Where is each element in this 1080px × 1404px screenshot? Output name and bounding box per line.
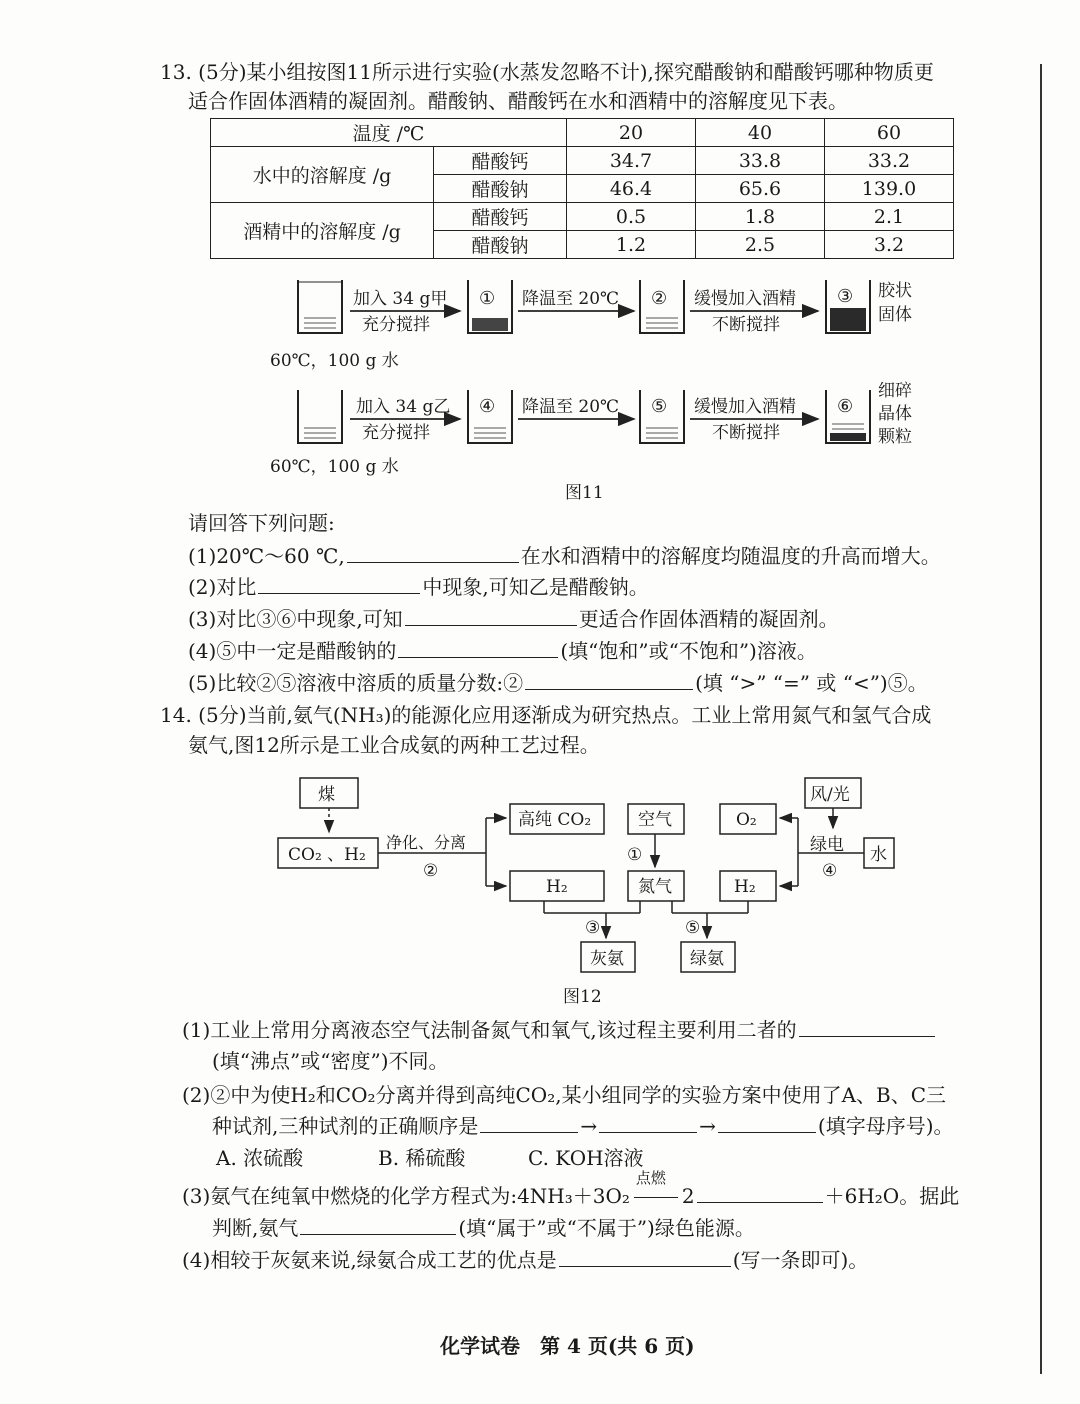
result-gel-1: 胶状 <box>878 281 912 301</box>
page-footer: 化学试卷 第 4 页(共 6 页) <box>440 1334 695 1358</box>
q13-heading: 13. (5分)某小组按图11所示进行实验(水蒸发忽略不计),探究醋酸钠和醋酸钙哪种物质更 <box>160 60 934 84</box>
label-stir-2: 充分搅拌 <box>362 423 430 443</box>
table-cell: 3.2 <box>825 231 954 259</box>
label-keep-stir-1: 不断搅拌 <box>712 315 780 335</box>
label-cool-1: 降温至 20℃ <box>522 289 620 309</box>
q14-sub1-a: (1)工业上常用分离液态空气法制备氮气和氧气,该过程主要利用二者的 <box>182 1018 797 1042</box>
q13-sub2-b: 中现象,可知乙是醋酸钠。 <box>422 575 649 599</box>
q14-sub2-b: 种试剂,三种试剂的正确顺序是 <box>212 1114 479 1138</box>
beaker-5 <box>640 390 684 443</box>
answer-blank[interactable] <box>347 542 519 563</box>
label-water: 水 <box>870 845 887 865</box>
start-condition-2: 60℃，100 g 水 <box>270 457 399 477</box>
q14-sub3-line2 <box>212 1214 755 1242</box>
beaker-start-1 <box>298 280 342 333</box>
q13-sub2 <box>188 573 649 601</box>
q13-intro: 请回答下列问题: <box>188 511 335 535</box>
q13-sub4 <box>188 637 817 665</box>
result-crystal-3: 颗粒 <box>878 427 912 447</box>
q13-sub2-a: (2)对比 <box>188 575 257 599</box>
beaker-6 <box>826 390 870 443</box>
option-a: A. 浓硫酸 <box>216 1146 304 1170</box>
answer-blank[interactable] <box>525 669 693 690</box>
q13-sub5-a: (5)比较②⑤溶液中溶质的质量分数:② <box>188 671 524 695</box>
table-cell: 46.4 <box>567 175 696 203</box>
table-cell: 2.1 <box>825 203 954 231</box>
q14-sub3-d: 判断,氨气 <box>212 1216 299 1240</box>
step-4: ④ <box>822 861 838 881</box>
q13-heading-line2: 适合作固体酒精的凝固剂。醋酸钠、醋酸钙在水和酒精中的溶解度见下表。 <box>188 89 848 113</box>
table-cell: 33.2 <box>825 147 954 175</box>
label-keep-stir-2: 不断搅拌 <box>712 423 780 443</box>
q13-sub3-b: 更适合作固体酒精的凝固剂。 <box>578 607 839 631</box>
q14-sub3-c: ＋6H₂O。据此 <box>824 1184 960 1208</box>
q13-sub4-b: (填“饱和”或“不饱和”)溶液。 <box>560 639 817 663</box>
table-cell: 34.7 <box>567 147 696 175</box>
beaker-4 <box>468 390 512 443</box>
label-green-ammonia: 绿氨 <box>690 949 724 969</box>
q14-sub2-line2 <box>212 1112 954 1140</box>
step-3: ③ <box>585 918 601 938</box>
table-cell: 60 <box>825 119 954 147</box>
table-cell: 醋酸钠 <box>434 231 567 259</box>
table-cell: 酒精中的溶解度 /g <box>211 203 434 259</box>
table-cell: 醋酸钠 <box>434 175 567 203</box>
label-co2: 高纯 CO₂ <box>518 810 592 830</box>
label-cool-2: 降温至 20℃ <box>522 397 620 417</box>
answer-blank[interactable] <box>697 1182 823 1203</box>
answer-blank[interactable] <box>398 637 558 658</box>
table-cell: 水中的溶解度 /g <box>211 147 434 203</box>
q14-sub2-c: (填字母序号)。 <box>817 1114 954 1138</box>
table-cell: 醋酸钙 <box>434 147 567 175</box>
figure-12 <box>0 770 1080 1010</box>
q14-sub1 <box>182 1016 937 1044</box>
label-green-power: 绿电 <box>810 835 844 855</box>
q14-sub4 <box>182 1246 868 1274</box>
q14-sub3-b: 2 <box>681 1184 695 1208</box>
q14-sub4-b: (写一条即可)。 <box>732 1248 869 1272</box>
q14-heading: 14. (5分)当前,氨气(NH₃)的能源化应用逐渐成为研究热点。工业上常用氮气和氢气合成 <box>160 703 932 727</box>
option-c: C. KOH溶液 <box>528 1146 644 1170</box>
table-cell: 1.2 <box>567 231 696 259</box>
figure-11 <box>0 0 1080 520</box>
answer-blank[interactable] <box>799 1016 935 1037</box>
table-cell: 40 <box>696 119 825 147</box>
arrow-2: → <box>699 1114 716 1138</box>
table-cell: 0.5 <box>567 203 696 231</box>
beaker-num-5: ⑤ <box>651 396 668 417</box>
figure-12-caption: 图12 <box>563 987 602 1007</box>
step-1: ① <box>627 845 643 865</box>
table-cell: 温度 /℃ <box>211 119 567 147</box>
answer-blank[interactable] <box>300 1214 456 1235</box>
label-h2-left: H₂ <box>546 877 568 897</box>
figure-11-caption: 图11 <box>565 483 604 503</box>
answer-blank[interactable] <box>480 1112 578 1133</box>
table-cell: 2.5 <box>696 231 825 259</box>
step-5: ⑤ <box>685 918 701 938</box>
start-condition-1: 60℃，100 g 水 <box>270 351 399 371</box>
equals-bar-top <box>634 1197 678 1198</box>
q14-sub4-a: (4)相较于灰氨来说,绿氨合成工艺的优点是 <box>182 1248 557 1272</box>
answer-blank[interactable] <box>599 1112 697 1133</box>
beaker-start-2 <box>298 390 342 443</box>
label-wind-light: 风/光 <box>810 785 850 805</box>
q13-sub4-a: (4)⑤中一定是醋酸钠的 <box>188 639 397 663</box>
q13-sub5-b: (填 “>” “=” 或 “<”)⑤。 <box>695 671 928 695</box>
label-air: 空气 <box>638 810 672 830</box>
label-add-yi: 加入 34 g乙 <box>356 397 451 417</box>
label-o2: O₂ <box>736 810 757 830</box>
q14-sub2: (2)②中为使H₂和CO₂分离并得到高纯CO₂,某小组同学的实验方案中使用了A、B、C三 <box>182 1083 947 1107</box>
table-cell: 醋酸钙 <box>434 203 567 231</box>
label-coal: 煤 <box>318 785 335 805</box>
beaker-num-3: ③ <box>837 286 854 307</box>
label-co2-h2: CO₂ 、H₂ <box>288 845 366 865</box>
label-add-jia: 加入 34 g甲 <box>353 289 448 309</box>
q13-sub1-b: 在水和酒精中的溶解度均随温度的升高而增大。 <box>520 544 941 568</box>
label-purify: 净化、分离 <box>386 833 467 852</box>
beaker-3 <box>826 280 870 333</box>
q14-sub3-a: (3)氨气在纯氧中燃烧的化学方程式为:4NH₃＋3O₂ <box>182 1184 630 1208</box>
step-2: ② <box>423 861 439 881</box>
label-nitrogen: 氮气 <box>638 877 672 897</box>
q13-sub3 <box>188 605 839 633</box>
q13-sub3-a: (3)对比③⑥中现象,可知 <box>188 607 403 631</box>
table-cell: 1.8 <box>696 203 825 231</box>
q14-sub1-b: (填“沸点”或“密度”)不同。 <box>212 1049 449 1073</box>
q13-sub1 <box>188 542 941 570</box>
label-slow-add-1: 缓慢加入酒精 <box>694 289 796 309</box>
option-b: B. 稀硫酸 <box>378 1146 466 1170</box>
table-cell: 20 <box>567 119 696 147</box>
beaker-num-1: ① <box>479 288 496 309</box>
table-cell: 65.6 <box>696 175 825 203</box>
q13-sub5 <box>188 669 928 697</box>
reaction-condition <box>630 1169 682 1210</box>
label-h2-right: H₂ <box>734 877 756 897</box>
beaker-num-6: ⑥ <box>837 396 854 417</box>
result-gel-2: 固体 <box>878 305 912 325</box>
label-slow-add-2: 缓慢加入酒精 <box>694 397 796 417</box>
arrow-1: → <box>580 1114 598 1138</box>
beaker-2 <box>640 280 684 333</box>
beaker-1 <box>468 280 512 333</box>
answer-blank[interactable] <box>718 1112 816 1133</box>
q14-sub3-e: (填“属于”或“不属于”)绿色能源。 <box>458 1216 755 1240</box>
ignite-label: 点燃 <box>635 1169 666 1187</box>
beaker-num-2: ② <box>651 288 668 309</box>
label-grey-ammonia: 灰氨 <box>590 949 624 969</box>
beaker-num-4: ④ <box>479 396 496 417</box>
result-crystal-1: 细碎 <box>878 381 912 401</box>
table-cell: 139.0 <box>825 175 954 203</box>
answer-blank[interactable] <box>258 573 420 594</box>
table-cell: 33.8 <box>696 147 825 175</box>
result-crystal-2: 晶体 <box>878 404 912 424</box>
q14-sub3 <box>182 1169 960 1210</box>
answer-blank[interactable] <box>559 1246 731 1267</box>
label-stir-1: 充分搅拌 <box>362 315 430 335</box>
q13-sub1-a: (1)20℃～60 ℃, <box>188 544 345 568</box>
q14-heading-line2: 氨气,图12所示是工业合成氨的两种工艺过程。 <box>188 733 600 757</box>
answer-blank[interactable] <box>405 605 577 626</box>
